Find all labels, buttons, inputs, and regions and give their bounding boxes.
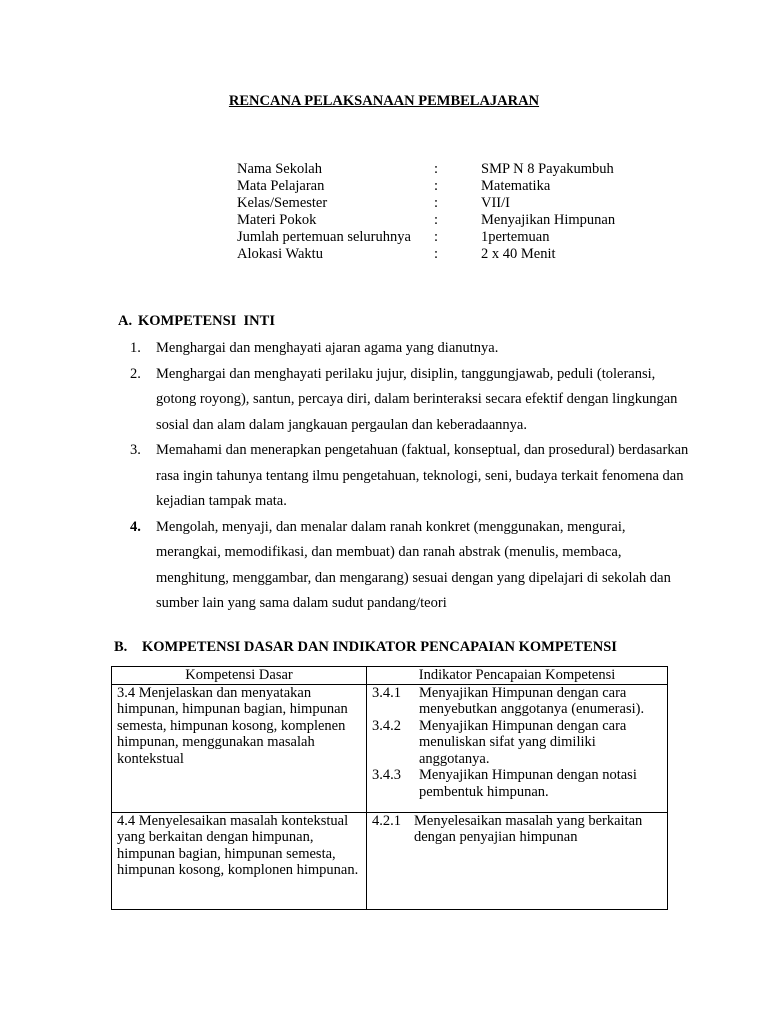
list-item (130, 336, 690, 362)
indicator-item (372, 813, 665, 846)
table-row (112, 684, 668, 812)
identity-value: SMP N 8 Payakumbuh (481, 161, 614, 177)
identity-label: Alokasi Waktu (237, 246, 323, 262)
list-item (130, 362, 690, 439)
competence-table (111, 666, 668, 910)
indicator-item (372, 767, 665, 800)
identity-label: Mata Pelajaran (237, 178, 325, 194)
identity-separator: : (434, 178, 439, 194)
list-item (130, 438, 690, 515)
identity-label: Jumlah pertemuan seluruhnya (237, 229, 411, 245)
identity-label: Kelas/Semester (237, 195, 328, 211)
identity-value: 1pertemuan (481, 229, 550, 245)
list-number: 3. (130, 442, 141, 458)
list-text: Menghargai dan menghayati perilaku jujur, disiplin, tanggungjawab, peduli (toleransi, gotong royong), santun, percaya diri, dalam berinteraksi secara efektif dengan lingkungan sosial dan alam dalam jangkauan pergaulan dan keberadaannya. (156, 365, 678, 433)
identity-separator: : (434, 246, 439, 262)
indicator-text: Menyajikan Himpunan dengan cara menuliskan sifat yang dimiliki anggotanya. (419, 717, 627, 767)
list-item (130, 515, 690, 617)
list-number: 2. (130, 365, 141, 382)
section-a-heading (118, 313, 275, 330)
list-text: Menghargai dan menghayati ajaran agama yang dianutnya. (156, 340, 499, 356)
indicator-number: 3.4.2 (372, 717, 401, 734)
table-header-row (112, 667, 668, 685)
basic-competence-cell: 3.4 Menjelaskan dan menyatakan himpunan, himpunan bagian, himpunan semesta, himpunan kosong, komplenen himpunan, menggunakan masalah kontekstual (112, 684, 367, 812)
core-competence-list (130, 336, 690, 617)
identity-value: VII/I (481, 195, 510, 211)
document-title: RENCANA PELAKSANAAN PEMBELAJARAN (228, 93, 540, 109)
list-text: Memahami dan menerapkan pengetahuan (faktual, konseptual, dan prosedural) berdasarkan rasa ingin tahunya tentang ilmu pengetahuan, teknologi, seni, budaya terkait fenomena dan kejadian tampak mata. (156, 442, 689, 509)
indicator-number: 3.4.3 (372, 767, 401, 783)
indicator-item (372, 685, 665, 718)
section-title: KOMPETENSI INTI (138, 313, 275, 329)
identity-separator: : (434, 161, 439, 177)
list-text: Mengolah, menyaji, dan menalar dalam ranah konkret (menggunakan, mengurai, merangkai, memodifikasi, dan membuat) dan ranah abstrak (menulis, membaca, menghitung, menggambar, dan mengarang) sesuai dengan yang dipelajari di sekolah dan sumber lain yang sama dalam sudut pandang/teori (156, 518, 671, 611)
identity-value: Menyajikan Himpunan (481, 212, 616, 228)
indicator-item (372, 718, 665, 768)
indicator-text: Menyajikan Himpunan dengan notasi pembentuk himpunan. (419, 767, 637, 800)
section-b-heading (114, 639, 617, 656)
section-title: KOMPETENSI DASAR DAN INDIKATOR PENCAPAIAN KOMPETENSI (142, 639, 617, 655)
table-row (112, 812, 668, 909)
indicator-number: 4.2.1 (372, 812, 401, 829)
identity-separator: : (434, 229, 439, 245)
column-header: Indikator Pencapaian Kompetensi (367, 667, 668, 685)
indicator-text: Menyelesaikan masalah yang berkaitan dengan penyajian himpunan (414, 812, 643, 845)
identity-separator: : (434, 212, 439, 228)
identity-label: Nama Sekolah (237, 161, 322, 177)
identity-label: Materi Pokok (237, 212, 317, 228)
section-letter: A. (118, 313, 133, 329)
indicator-number: 3.4.1 (372, 684, 401, 701)
basic-competence-cell: 4.4 Menyelesaikan masalah kontekstual yang berkaitan dengan himpunan, himpunan bagian, himpunan semesta, himpunan kosong, komplonen himpunan. (112, 812, 367, 909)
list-number: 4. (130, 518, 141, 535)
column-header: Kompetensi Dasar (112, 667, 367, 685)
indicator-cell (367, 812, 668, 909)
identity-separator: : (434, 195, 439, 211)
indicator-text: Menyajikan Himpunan dengan cara menyebutkan anggotanya (enumerasi). (419, 684, 645, 717)
identity-value: 2 x 40 Menit (481, 246, 556, 262)
section-letter: B. (114, 639, 128, 655)
list-number: 1. (130, 340, 141, 356)
indicator-cell (367, 684, 668, 812)
identity-value: Matematika (481, 178, 551, 194)
